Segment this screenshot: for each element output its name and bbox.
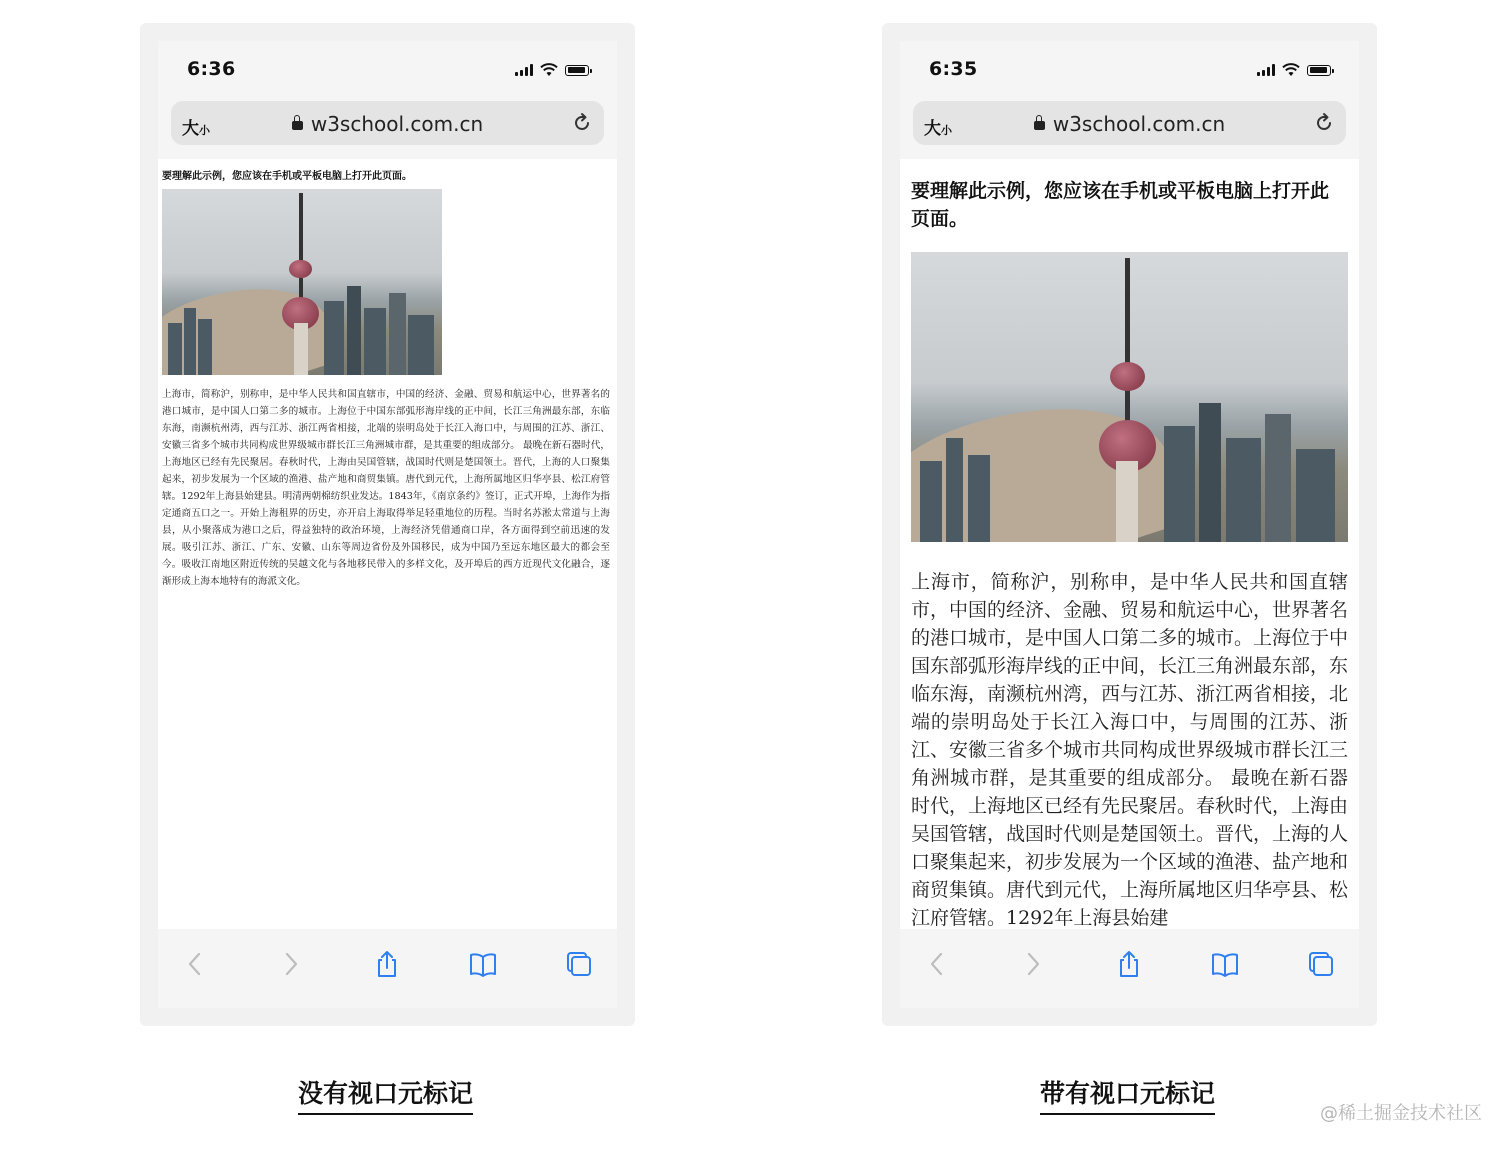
phone-frame-with-viewport bbox=[882, 23, 1377, 1026]
web-page-content bbox=[158, 159, 617, 929]
battery-icon bbox=[1307, 65, 1331, 76]
status-icons bbox=[515, 63, 589, 77]
phone-screen bbox=[158, 41, 617, 1008]
bookmarks-icon[interactable] bbox=[1210, 949, 1240, 979]
back-icon[interactable] bbox=[922, 949, 952, 979]
status-icons bbox=[1257, 63, 1331, 77]
url-field[interactable] bbox=[913, 112, 1346, 136]
lock-icon bbox=[1034, 121, 1045, 130]
browser-toolbar bbox=[900, 929, 1359, 1008]
caption-with-viewport: 带有视口元标记 bbox=[1040, 1074, 1215, 1115]
text-size-label-small: 小 bbox=[199, 124, 210, 137]
text-size-label-small: 小 bbox=[941, 124, 952, 137]
forward-icon[interactable] bbox=[276, 949, 306, 979]
bookmarks-icon[interactable] bbox=[468, 949, 498, 979]
battery-icon bbox=[565, 65, 589, 76]
page-body-text: 上海市，简称沪，别称申，是中华人民共和国直辖市，中国的经济、金融、贸易和航运中心，世界著名的港口城市，是中国人口第二多的城市。上海位于中国东部弧形海岸线的正中间，长江三角洲最东部，东临东海，南濒杭州湾，西与江苏、浙江两省相接，北端的崇明岛处于长江入海口中，与周围的江苏、浙江、安徽三省多个城市共同构成世界级城市群长江三角洲城市群，是其重要的组成部分。 最晚在新石器时代，上海地区已经有先民聚居。春秋时代，上海由吴国管辖，战国时代则是楚国领土。晋代，上海的人口聚集起来，初步发展为一个区域的渔港、盐产地和商贸集镇。唐代到元代，上海所属地区归华亭县、松江府管辖。1292年上海县始建县。明清两朝棉纺织业发达。1843年，《南京条约》签订，正式开埠，上海作为指定通商五口之一。开始上海租界的历史，亦开启上海取得举足轻重地位的历程。当时名苏淞太常道与上海县，从小聚落成为港口之后，得益独特的政治环境，上海经济凭借通商口岸，各方面得到空前迅速的发展。吸引江苏、浙江、广东、安徽、山东等周边省份及外国移民，成为中国乃至远东地区最大的都会至今。吸收江南地区附近传统的吴越文化与各地移民带入的多样文化，及开埠后的西方近现代文化融合，逐渐形成上海本地特有的海派文化。 bbox=[162, 389, 610, 587]
share-icon[interactable] bbox=[1114, 949, 1144, 979]
phone-frame-without-viewport bbox=[140, 23, 635, 1026]
shanghai-photo bbox=[911, 252, 1348, 542]
url-text: w3school.com.cn bbox=[310, 112, 484, 136]
web-page-content bbox=[900, 159, 1359, 929]
status-time: 6:36 bbox=[187, 58, 236, 80]
lock-icon bbox=[292, 121, 303, 130]
address-bar[interactable] bbox=[913, 101, 1346, 145]
reload-icon[interactable] bbox=[570, 111, 594, 135]
tabs-icon[interactable] bbox=[1306, 949, 1336, 979]
signal-icon bbox=[1257, 64, 1275, 76]
watermark: @稀土掘金技术社区 bbox=[1320, 1103, 1482, 1124]
wifi-icon bbox=[540, 63, 558, 77]
text-size-label-large: 大 bbox=[924, 119, 941, 139]
address-bar[interactable] bbox=[171, 101, 604, 145]
url-field[interactable] bbox=[171, 112, 604, 136]
back-icon[interactable] bbox=[180, 949, 210, 979]
status-time: 6:35 bbox=[929, 58, 978, 80]
url-text: w3school.com.cn bbox=[1052, 112, 1226, 136]
share-icon[interactable] bbox=[372, 949, 402, 979]
signal-icon bbox=[515, 64, 533, 76]
text-size-label-large: 大 bbox=[182, 119, 199, 139]
wifi-icon bbox=[1282, 63, 1300, 77]
status-bar bbox=[900, 41, 1359, 101]
tabs-icon[interactable] bbox=[564, 949, 594, 979]
page-heading: 要理解此示例，您应该在手机或平板电脑上打开此页面。 bbox=[162, 171, 412, 182]
phone-screen bbox=[900, 41, 1359, 1008]
caption-without-viewport: 没有视口元标记 bbox=[298, 1074, 473, 1115]
forward-icon[interactable] bbox=[1018, 949, 1048, 979]
page-body-text: 上海市，简称沪，别称申，是中华人民共和国直辖市，中国的经济、金融、贸易和航运中心，世界著名的港口城市，是中国人口第二多的城市。上海位于中国东部弧形海岸线的正中间，长江三角洲最东部，东临东海，南濒杭州湾，西与江苏、浙江两省相接，北端的崇明岛处于长江入海口中，与周围的江苏、浙江、安徽三省多个城市共同构成世界级城市群长江三角洲城市群，是其重要的组成部分。 最晚在新石器时代，上海地区已经有先民聚居。春秋时代，上海由吴国管辖，战国时代则是楚国领土。晋代，上海的人口聚集起来，初步发展为一个区域的渔港、盐产地和商贸集镇。唐代到元代，上海所属地区归华亭县、松江府管辖。1292年上海县始建 bbox=[911, 571, 1349, 929]
browser-toolbar bbox=[158, 929, 617, 1008]
status-bar bbox=[158, 41, 617, 101]
reload-icon[interactable] bbox=[1312, 111, 1336, 135]
shanghai-photo bbox=[162, 189, 442, 375]
page-heading: 要理解此示例，您应该在手机或平板电脑上打开此页面。 bbox=[911, 180, 1330, 230]
